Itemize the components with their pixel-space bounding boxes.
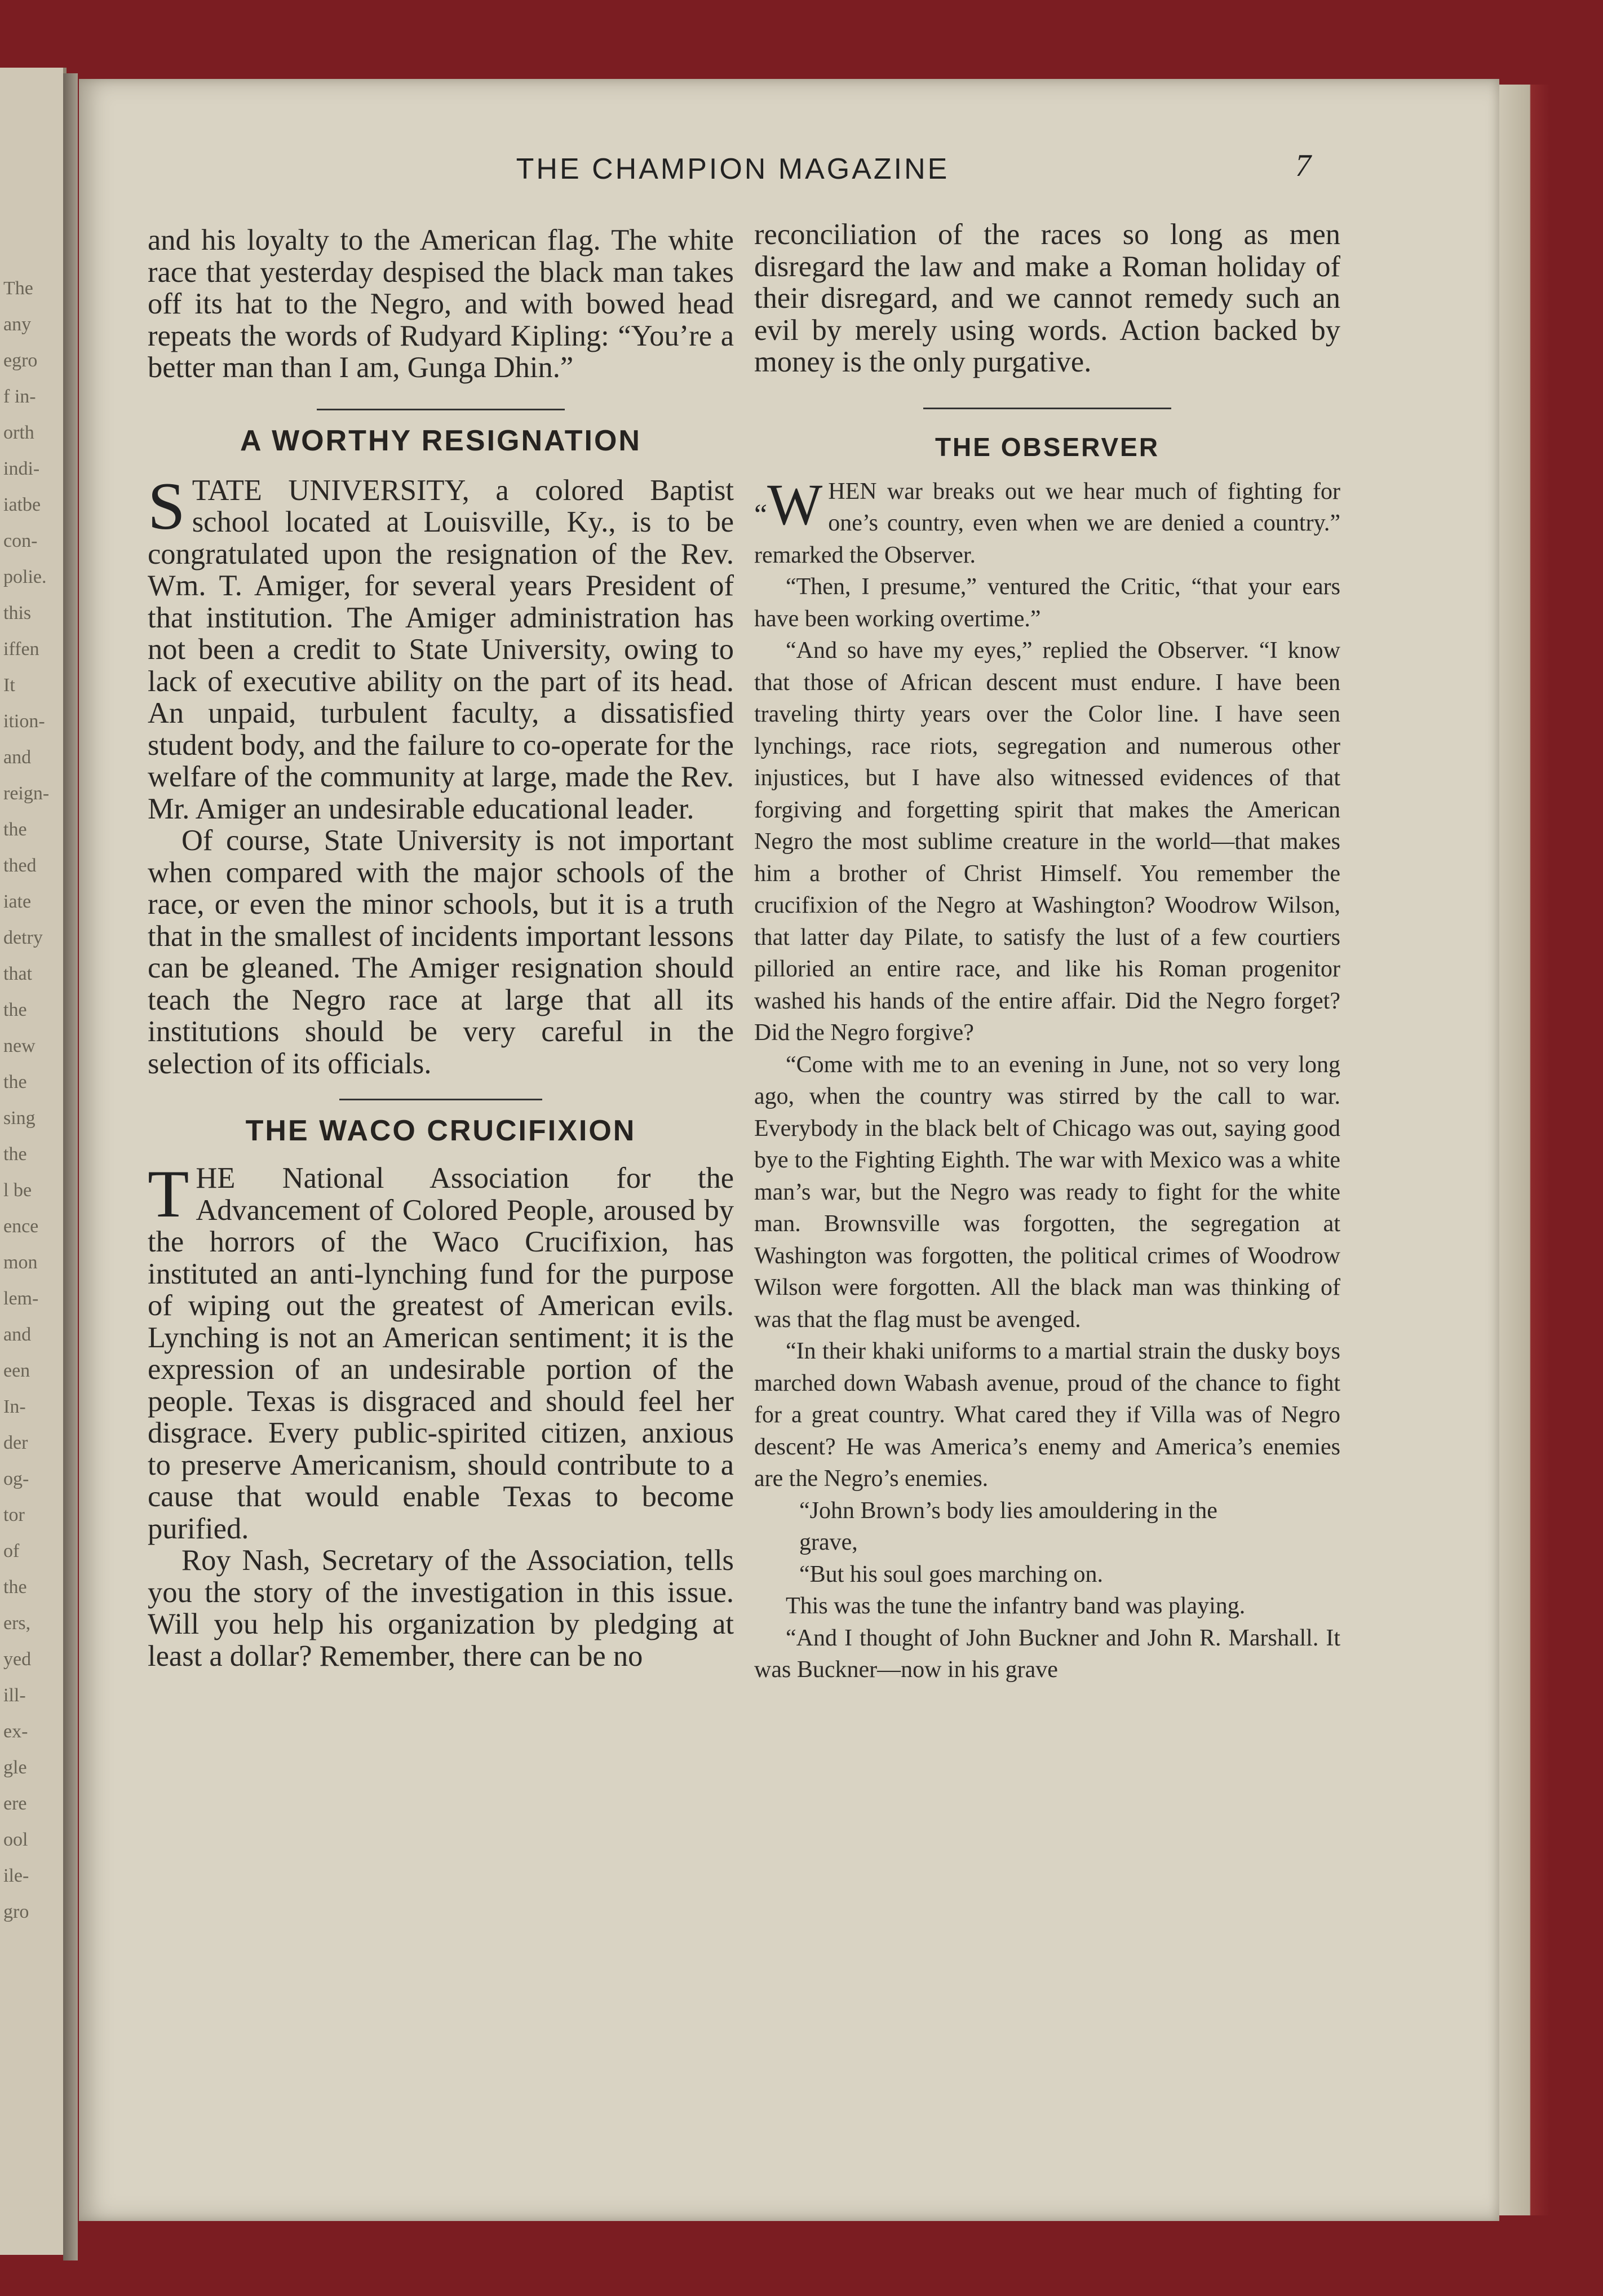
facing-page-fragment: ill- bbox=[3, 1685, 26, 1706]
drop-cap: S bbox=[148, 468, 185, 543]
page-edge bbox=[1499, 85, 1550, 2215]
facing-page-fragment: ex- bbox=[3, 1721, 28, 1742]
article-paragraph: “Come with me to an evening in June, not so very long ago, when the country was stirred by the call to war. Everybody in the black belt of Chicago was out, saying good bye to the Fighting Eighth. The war with Mexico was a white man’s war, but the Negro was ready to fight for the white man. Brownsville was forgotten, the segregation at Washington was forgotten, the political crimes of Woodrow Wilson were forgotten. All the black man was thinking of was that the flag must be avenged. bbox=[754, 1051, 1340, 1333]
page-number: 7 bbox=[1295, 148, 1311, 183]
facing-page-fragment: iffen bbox=[3, 639, 39, 660]
facing-page-fragment: new bbox=[3, 1036, 36, 1056]
facing-page-fragment: this bbox=[3, 603, 32, 623]
facing-page-fragment: gro bbox=[3, 1901, 29, 1922]
left-column bbox=[148, 224, 734, 1672]
facing-page-fragment: ers, bbox=[3, 1613, 31, 1634]
facing-page-fragment: that bbox=[3, 963, 32, 984]
running-header: THE CHAMPION MAGAZINE bbox=[516, 153, 950, 185]
continuation-paragraph: and his loyalty to the American flag. The white race that yesterday despised the black man takes off its hat to the Negro, and with bowed head repeats the words of Rudyard Kipling: “You’re a better man than I am, Gunga Dhin.” bbox=[148, 224, 734, 384]
facing-page-fragment: tor bbox=[3, 1505, 25, 1525]
section-divider bbox=[923, 408, 1171, 409]
article-text: TATE UNIVERSITY, a colored Baptist school located at Louisville, Ky., is to be congratulated upon the resignation of the Rev. Wm. T. Amiger, for several years President of that institution. The Amiger administration has not been a credit to State University, owing to lack of executive ability on the part of its head. An unpaid, turbulent faculty, a dissatisfied student body, and the failure to co-operate for the welfare of the community at large, made the Rev. Mr. Amiger an undesirable educational leader. bbox=[148, 474, 734, 825]
facing-page-fragment: the bbox=[3, 1072, 27, 1092]
facing-page-fragment: mon bbox=[3, 1252, 38, 1273]
facing-page-fragment: detry bbox=[3, 927, 43, 948]
facing-page-fragment: sing bbox=[3, 1108, 36, 1129]
section-heading: THE WACO CRUCIFIXION bbox=[245, 1114, 636, 1147]
facing-page-fragment: thed bbox=[3, 855, 37, 876]
article-paragraph: “Then, I presume,” ventured the Critic, “that your ears have been working overtime.” bbox=[754, 574, 1340, 632]
facing-page-fragment: iatbe bbox=[3, 494, 41, 515]
facing-page-fragment: the bbox=[3, 1144, 27, 1165]
facing-page-fragment: ition- bbox=[3, 711, 45, 732]
facing-page bbox=[0, 68, 67, 2255]
facing-page-fragment: the bbox=[3, 1577, 27, 1598]
article-paragraph: Roy Nash, Secretary of the Association, tells you the story of the investigation in this issue. Will you help his organization by pledging at least a dollar? Remember, there can be no bbox=[148, 1544, 734, 1673]
facing-page-fragment: orth bbox=[3, 422, 34, 443]
facing-page-fragment: egro bbox=[3, 350, 38, 371]
facing-page-fragment: In- bbox=[3, 1396, 26, 1417]
facing-page-text bbox=[3, 271, 60, 1930]
facing-page-fragment: l be bbox=[3, 1180, 32, 1201]
article-paragraph bbox=[754, 472, 1340, 572]
article-paragraph bbox=[148, 1156, 734, 1545]
facing-page-fragment: ere bbox=[3, 1793, 27, 1814]
facing-page-fragment: een bbox=[3, 1360, 30, 1381]
article-text: HEN war breaks out we hear much of fighting for one’s country, even when we are denied a country.” remarked the Observer. bbox=[754, 478, 1340, 568]
facing-page-fragment: ence bbox=[3, 1216, 39, 1237]
facing-page-fragment: the bbox=[3, 999, 27, 1020]
facing-page-fragment: It bbox=[3, 675, 15, 696]
facing-page-fragment: and bbox=[3, 1324, 32, 1345]
facing-page-fragment: con- bbox=[3, 530, 38, 551]
facing-page-fragment: any bbox=[3, 314, 32, 335]
facing-page-fragment: and bbox=[3, 747, 32, 768]
facing-page-fragment: der bbox=[3, 1432, 28, 1453]
section-heading: A WORTHY RESIGNATION bbox=[240, 424, 641, 457]
verse-line-continued: grave, bbox=[799, 1529, 858, 1555]
section-divider bbox=[339, 1099, 542, 1100]
drop-cap: T bbox=[148, 1156, 189, 1231]
facing-page-fragment: yed bbox=[3, 1649, 32, 1670]
facing-page-fragment: gle bbox=[3, 1757, 27, 1778]
article-paragraph: “And so have my eyes,” replied the Observer. “I know that those of African descent must endure. I have been traveling thirty years over the Color line. I have seen lynchings, race riots, segregation and numerous other injustices, but I have also witnessed evidences of that forgiving and forgetting spirit that makes the American Negro the most sublime creature in the world—that makes him a brother of Christ Himself. You remember the crucifixion of the Negro at Washington? Woodrow Wilson, that latter day Pilate, to satisfy the lust of a few courtiers pilloried an entire race, and like his Roman progenitor washed his hands of the entire affair. Did the Negro forget? Did the Negro forgive? bbox=[754, 638, 1340, 1046]
book-gutter bbox=[63, 73, 78, 2260]
section-divider bbox=[317, 409, 565, 410]
facing-page-fragment: polie. bbox=[3, 567, 47, 587]
facing-page-fragment: reign- bbox=[3, 783, 50, 804]
article-paragraph bbox=[148, 468, 734, 825]
article-paragraph: “In their khaki uniforms to a martial strain the dusky boys marched down Wabash avenue, proud of the chance to fight for a great country. What cared they if Villa was of Negro descent? He was America’s enemy and America’s enemies are the Negro’s enemies. bbox=[754, 1338, 1340, 1492]
facing-page-fragment: f in- bbox=[3, 386, 36, 407]
facing-page-fragment: ile- bbox=[3, 1865, 29, 1886]
article-text: HE National Association for the Advancement of Colored People, aroused by the horrors of the Waco Crucifixion, has instituted an anti-lynching fund for the purpose of wiping out the greatest of American evils. Lynching is not an American sentiment; it is the expression of an undesirable portion of the people. Texas is disgraced and should feel her disgrace. Every public-spirited citizen, anxious to preserve Americanism, should contribute to a cause that would enable Texas to become purified. bbox=[148, 1162, 734, 1545]
verse-line: “John Brown’s body lies amouldering in the bbox=[799, 1497, 1217, 1524]
continuation-paragraph: reconciliation of the races so long as men disregard the law and make a Roman holiday of their disregard, and we cannot remedy such an evil by merely using words. Action backed by money is the only purgative. bbox=[754, 218, 1340, 378]
facing-page-fragment: og- bbox=[3, 1468, 29, 1489]
facing-page-fragment: of bbox=[3, 1541, 20, 1561]
facing-page-fragment: iate bbox=[3, 891, 32, 912]
drop-cap: “W bbox=[754, 472, 823, 537]
facing-page-fragment: the bbox=[3, 819, 27, 840]
article-paragraph: Of course, State University is not important when compared with the major schools of the race, or even the minor schools, but it is a truth that in the smallest of incidents important lessons can be gleaned. The Amiger resignation should teach the Negro race at large that all its institutions should be very careful in the selection of its officials. bbox=[148, 824, 734, 1080]
verse-line: “But his soul goes marching on. bbox=[799, 1561, 1103, 1587]
right-column bbox=[754, 219, 1340, 1686]
article-paragraph: This was the tune the infantry band was playing. bbox=[786, 1593, 1246, 1619]
facing-page-fragment: The bbox=[3, 278, 33, 299]
facing-page-fragment: lem- bbox=[3, 1288, 39, 1309]
article-paragraph: “And I thought of John Buckner and John R. Marshall. It was Buckner—now in his grave bbox=[754, 1625, 1340, 1683]
facing-page-fragment: ool bbox=[3, 1829, 28, 1850]
song-verse bbox=[754, 1495, 1340, 1591]
section-heading: THE OBSERVER bbox=[935, 432, 1160, 462]
facing-page-fragment: indi- bbox=[3, 458, 40, 479]
